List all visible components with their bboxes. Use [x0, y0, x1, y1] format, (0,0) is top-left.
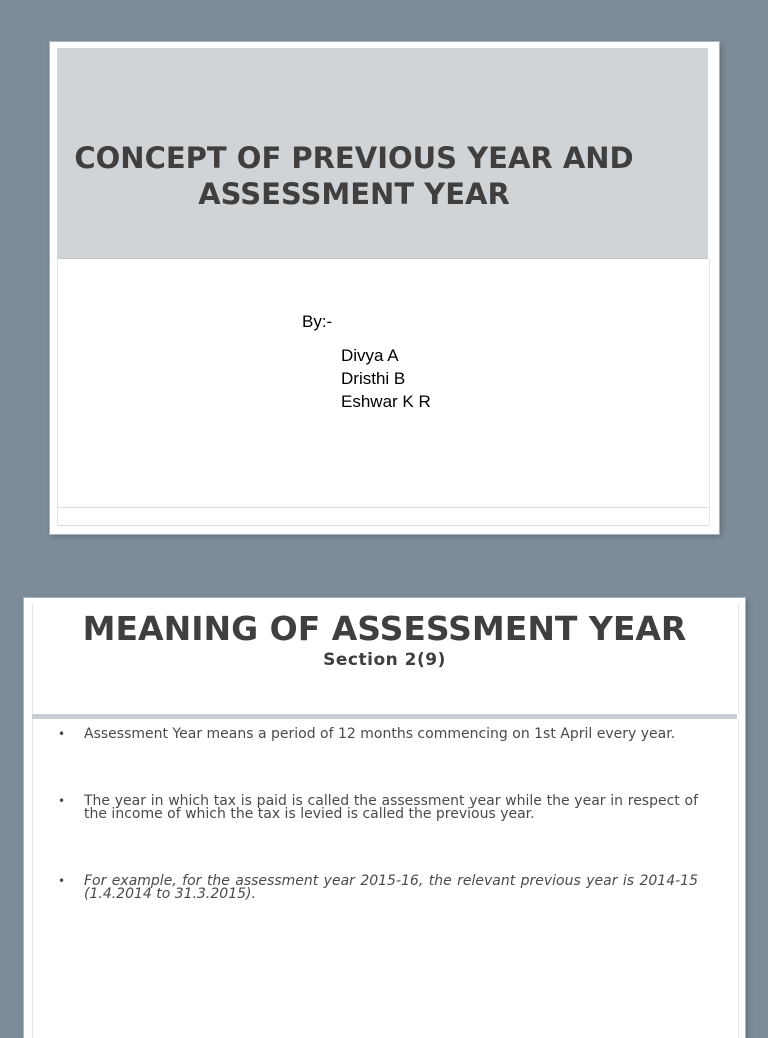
slide-2-title: MEANING OF ASSESSMENT YEAR	[82, 609, 687, 648]
title-line-1: CONCEPT OF PREVIOUS YEAR AND	[74, 141, 634, 175]
bullet-dot-icon: •	[58, 794, 66, 808]
bullet-text: The year in which tax is paid is called the assessment year while the year in respect of the income of which the tax is levied is called the previous year.	[84, 793, 698, 822]
bullet-dot-icon: •	[58, 874, 66, 888]
slide-2-subtitle: Section 2(9)	[323, 650, 446, 670]
slide-1-footer-line	[57, 507, 708, 508]
authors-list	[341, 344, 431, 413]
author-name: Divya A	[341, 346, 399, 365]
bullet-dot-icon: •	[58, 727, 66, 741]
slide-1[interactable]	[50, 42, 719, 534]
bullet-item	[58, 875, 698, 901]
slide-2[interactable]	[24, 598, 745, 1038]
bullet-text: Assessment Year means a period of 12 months commencing on 1st April every year.	[84, 726, 676, 742]
bullet-list	[58, 728, 698, 901]
author-name: Eshwar K R	[341, 392, 431, 411]
author-name: Dristhi B	[341, 369, 406, 388]
title-line-2: ASSESSMENT YEAR	[198, 177, 510, 211]
bullet-item	[58, 728, 698, 741]
bullet-item	[58, 795, 698, 821]
slide-1-title	[50, 140, 658, 212]
by-label: By:-	[302, 312, 333, 331]
bullet-text: For example, for the assessment year 2015-16, the relevant previous year is 2014-15 (1.4.2014 to 31.3.2015).	[84, 873, 698, 902]
